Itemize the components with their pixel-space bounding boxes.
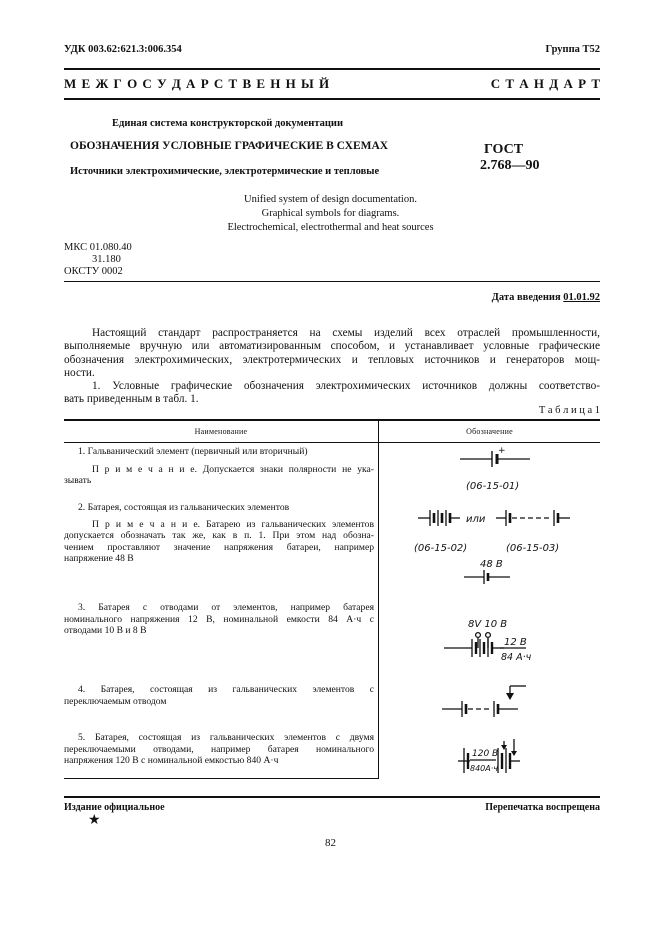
row-5-line-3: напряжения 120 В с номинальной емкостью 840 А·ч bbox=[64, 755, 279, 766]
row-2-note-text-1: Батарею из гальванических элементов bbox=[206, 518, 374, 530]
row-4-line-2: переключаемым отводом bbox=[64, 695, 167, 707]
row-1-note-text: Допускается знаки полярности не ука- bbox=[202, 463, 374, 475]
row-5-voltage: 120 В bbox=[472, 749, 499, 759]
introduction-date bbox=[492, 292, 600, 303]
okstu-code: ОКСТУ 0002 bbox=[64, 266, 123, 277]
table-top-rule bbox=[64, 419, 600, 421]
column-header-symbol: Обозначение bbox=[466, 427, 513, 436]
english-title bbox=[0, 193, 661, 235]
table-row-1-text bbox=[64, 446, 374, 487]
classification-rule bbox=[64, 281, 600, 282]
table-column-divider bbox=[378, 419, 379, 779]
top-rule bbox=[64, 68, 600, 70]
two-switched-taps-battery-symbol bbox=[458, 739, 520, 773]
reprint-prohibited: Перепечатка воспрещена bbox=[485, 802, 600, 813]
classification-codes bbox=[64, 242, 132, 278]
row-2-note-label: П р и м е ч а н и е. bbox=[92, 518, 200, 530]
row-2-voltage: 48 В bbox=[480, 559, 503, 570]
page-number: 82 bbox=[325, 837, 336, 849]
table-row-5-text bbox=[64, 732, 374, 767]
mks-code-1: МКС 01.080.40 bbox=[64, 242, 132, 253]
row-5-capacity: 840А·ч bbox=[470, 764, 499, 773]
row-3-line-1: 3. Батарея с отводами от элементов, например батарея bbox=[78, 602, 374, 613]
column-header-name: Наименование bbox=[194, 427, 248, 436]
banner-left: М Е Ж Г О С У Д А Р С Т В Е Н Н Ы Й bbox=[64, 76, 330, 91]
intro-line-2: выполняемые вручную или автоматизированным способом, и устанавливает условные графические bbox=[64, 340, 600, 353]
row-1-code: (06-15-01) bbox=[466, 481, 520, 492]
table-row-3-text bbox=[64, 602, 374, 637]
plus-sign: + bbox=[498, 446, 506, 456]
row-3-line-2: номинального напряжения 12 В, номинальной емкости 84 А·ч с bbox=[64, 613, 374, 625]
or-label: или bbox=[466, 514, 486, 525]
row-2-code-a: (06-15-02) bbox=[414, 543, 468, 554]
banner-right: С Т А Н Д А Р Т bbox=[490, 76, 600, 91]
row-1-note-text-2: зывать bbox=[64, 475, 92, 486]
star-icon: ★ bbox=[88, 813, 101, 828]
footer-rule bbox=[64, 796, 600, 798]
table-caption: Т а б л и ц а 1 bbox=[538, 405, 600, 416]
document-title: ОБОЗНАЧЕНИЯ УСЛОВНЫЕ ГРАФИЧЕСКИЕ В СХЕМАХ bbox=[70, 140, 389, 152]
row-4-line-1: 4. Батарея, состоящая из гальванических элементов с bbox=[78, 684, 374, 695]
intro-paragraph bbox=[64, 327, 600, 381]
intro-line-1: Настоящий стандарт распространяется на схемы изделий всех отраслей промышленности, bbox=[92, 327, 600, 339]
official-edition: Издание официальное bbox=[64, 802, 165, 813]
row-2-note-text-3: чением проставляют значение напряжения батареи, например bbox=[64, 541, 374, 553]
introduction-date-label: Дата введения bbox=[491, 292, 561, 303]
english-title-line-2: Graphical symbols for diagrams. bbox=[261, 208, 400, 219]
row-1-note-label: П р и м е ч а н и е. bbox=[92, 463, 197, 475]
intro-line-3: обозначения электрохимических, электротермических и тепловых источников и генераторов мощ- bbox=[64, 353, 600, 366]
galvanic-cell-symbol bbox=[460, 446, 530, 492]
row-5-line-1: 5. Батарея, состоящая из гальванических элементов с двумя bbox=[78, 732, 374, 743]
system-name: Единая система конструкторской документации bbox=[112, 118, 343, 129]
table-row-4-text bbox=[64, 684, 374, 707]
udk-code: УДК 003.62:621.3:006.354 bbox=[64, 44, 182, 55]
english-title-line-3: Electrochemical, electrothermal and heat sources bbox=[227, 222, 434, 233]
row-2-note-text-4: напряжение 48 В bbox=[64, 553, 134, 564]
table-row-2-text bbox=[64, 502, 374, 565]
row-5-line-2: переключаемыми отводами, например батарея номинального bbox=[64, 743, 374, 755]
row-1-title: 1. Гальванический элемент (первичный или вторичный) bbox=[78, 446, 308, 457]
gost-label: ГОСТ bbox=[484, 142, 524, 157]
document-subtitle: Источники электрохимические, электротермические и тепловые bbox=[70, 166, 380, 177]
english-title-line-1: Unified system of design documentation. bbox=[244, 194, 417, 205]
switched-tap-battery-symbol bbox=[442, 686, 526, 717]
row-2-note-text-2: допускается обозначать так же, как в п. 1. При этом над обозна- bbox=[64, 530, 374, 541]
symbols-column bbox=[380, 443, 600, 779]
table-bottom-rule bbox=[64, 778, 378, 779]
intro-line-4: ности. bbox=[64, 367, 95, 380]
row-2-title: 2. Батарея, состоящая из гальванических элементов bbox=[78, 502, 290, 513]
gost-number: 2.768—90 bbox=[480, 158, 540, 173]
group-code: Группа Т52 bbox=[545, 44, 600, 55]
row-3-capacity: 84 А·ч bbox=[501, 652, 532, 663]
tapped-battery-symbol bbox=[444, 619, 532, 663]
row-3-line-3: отводами 10 В и 8 В bbox=[64, 625, 147, 636]
row-3-voltage: 12 В bbox=[504, 637, 527, 648]
clause-1-paragraph bbox=[64, 380, 600, 407]
row-2-code-b: (06-15-03) bbox=[506, 543, 560, 554]
clause-1-line-2: вать приведенным в табл. 1. bbox=[64, 393, 199, 406]
mks-code-2: 31.180 bbox=[92, 254, 121, 265]
row-3-tap-label: 8V 10 В bbox=[468, 619, 508, 630]
battery-symbol bbox=[414, 510, 570, 584]
banner-rule bbox=[64, 98, 600, 100]
introduction-date-value: 01.01.92 bbox=[563, 292, 600, 303]
clause-1-line-1: 1. Условные графические обозначения электрохимических источников должны соответство- bbox=[92, 380, 600, 392]
